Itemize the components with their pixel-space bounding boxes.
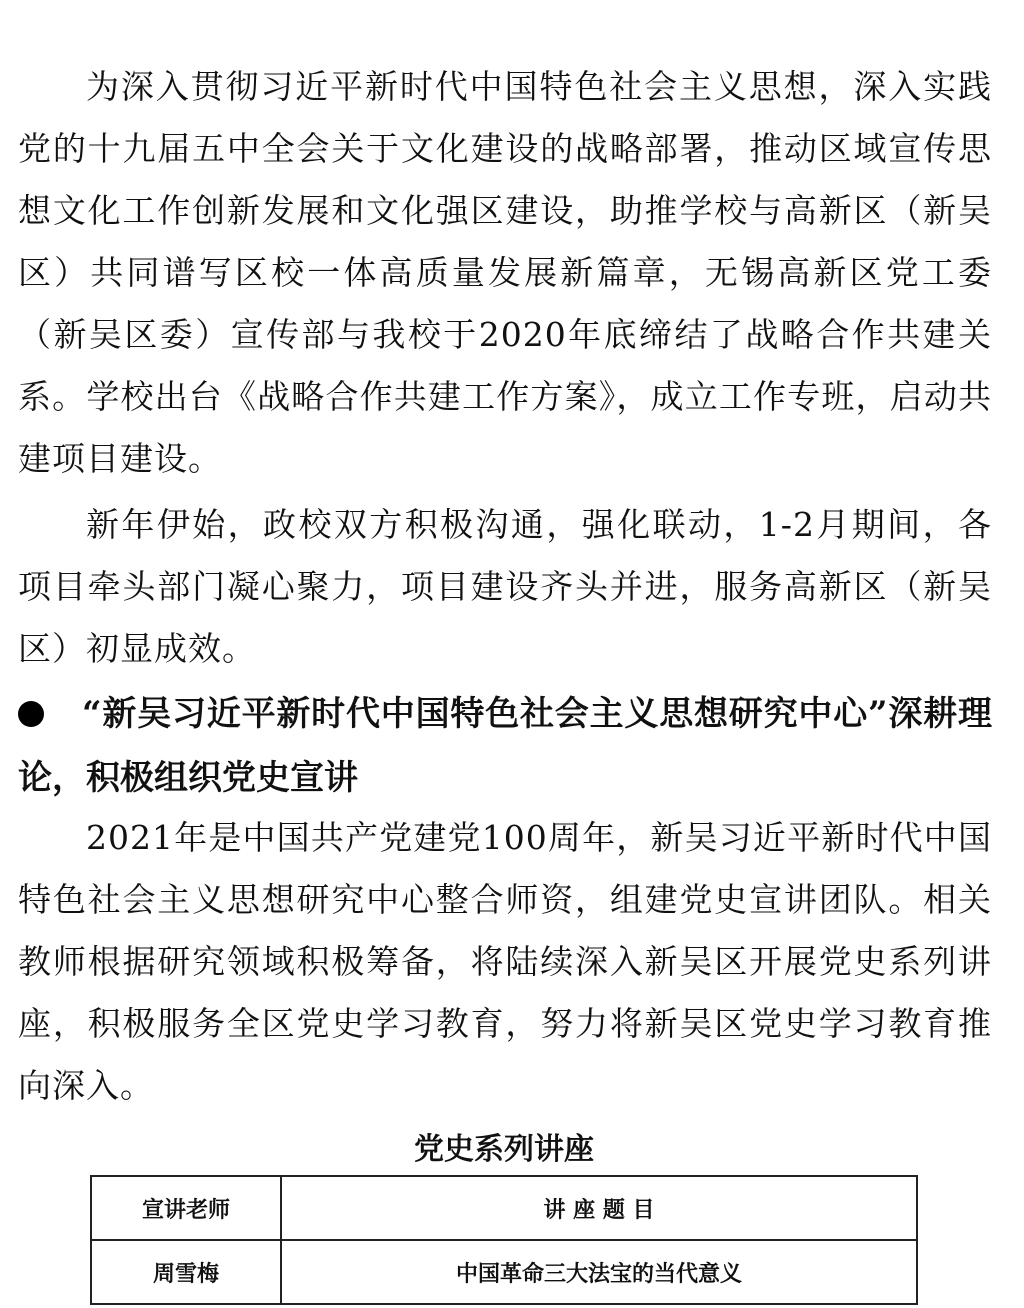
cell-teacher: 周雪梅 [91,1240,281,1304]
header-teacher: 宣讲老师 [91,1176,281,1240]
section-heading [18,682,992,810]
progress-paragraph: 新年伊始，政校双方积极沟通，强化联动，1-2月期间，各项目牵头部门凝心聚力，项目建设齐头并进，服务高新区（新吴区）初显成效。 [18,505,992,668]
table-row [91,1240,917,1304]
cell-topic: 中国革命三大法宝的当代意义 [281,1240,917,1304]
lecture-paragraph: 2021年是中国共产党建党100周年，新吴习近平新时代中国特色社会主义思想研究中心整合师资，组建党史宣讲团队。相关教师根据研究领域积极筹备，将陆续深入新吴区开展党史系列讲座，积极服务全区党史学习教育，努力将新吴区党史学习教育推向深入。 [18,818,992,1105]
lecture-table [90,1175,918,1305]
bullet-icon [18,701,44,727]
intro-paragraph: 为深入贯彻习近平新时代中国特色社会主义思想，深入实践党的十九届五中全会关于文化建设的战略部署，推动区域宣传思想文化工作创新发展和文化强区建设，助推学校与高新区（新吴区）共同谱写区校一体高质量发展新篇章，无锡高新区党工委（新吴区委）宣传部与我校于2020年底缔结了战略合作共建关系。学校出台《战略合作共建工作方案》，成立工作专班，启动共建项目建设。 [18,67,992,478]
table-header-row [91,1176,917,1240]
header-topic: 讲 座 题 目 [281,1176,917,1240]
table-caption: 党史系列讲座 [414,1132,594,1167]
section-heading-text: “新吴习近平新时代中国特色社会主义思想研究中心”深耕理论，积极组织党史宣讲 [18,694,992,798]
